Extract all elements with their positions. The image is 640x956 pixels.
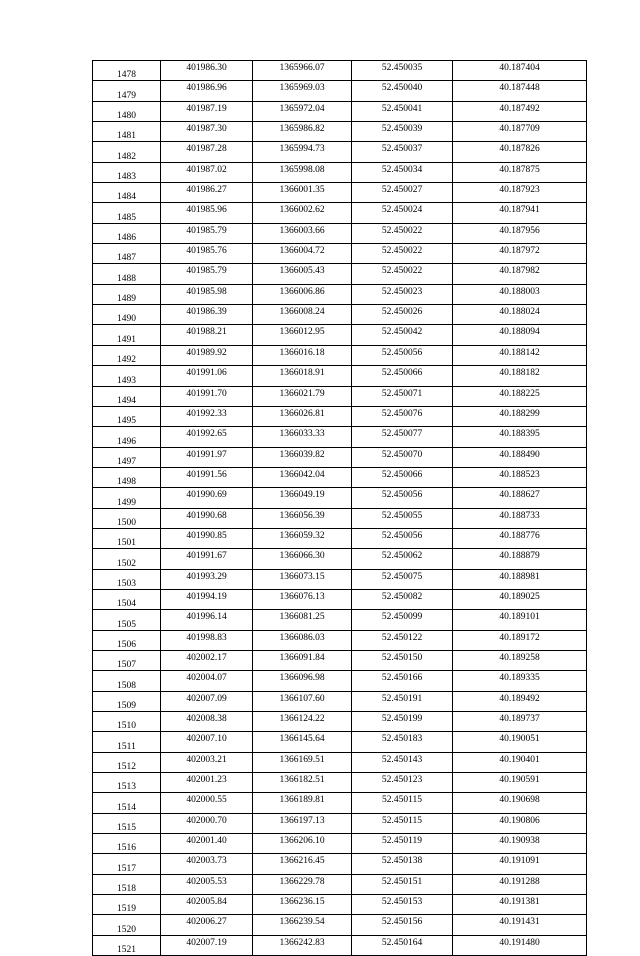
longitude-cell: 40.187492 bbox=[453, 101, 587, 121]
latitude-cell: 52.450056 bbox=[352, 488, 453, 508]
point-number-cell: 1488 bbox=[93, 264, 161, 284]
y-coordinate-cell: 1366005.43 bbox=[253, 264, 352, 284]
y-coordinate-cell: 1366059.32 bbox=[253, 528, 352, 548]
x-coordinate-cell: 401992.65 bbox=[161, 427, 253, 447]
longitude-cell: 40.189492 bbox=[453, 691, 587, 711]
point-number-cell: 1516 bbox=[93, 834, 161, 854]
longitude-cell: 40.190591 bbox=[453, 773, 587, 793]
y-coordinate-cell: 1366073.15 bbox=[253, 569, 352, 589]
y-coordinate-cell: 1365998.08 bbox=[253, 162, 352, 182]
y-coordinate-cell: 1366081.25 bbox=[253, 610, 352, 630]
x-coordinate-cell: 402003.73 bbox=[161, 854, 253, 874]
point-number-cell: 1484 bbox=[93, 183, 161, 203]
y-coordinate-cell: 1366206.10 bbox=[253, 834, 352, 854]
x-coordinate-cell: 401986.39 bbox=[161, 305, 253, 325]
longitude-cell: 40.187826 bbox=[453, 142, 587, 162]
point-number-cell: 1515 bbox=[93, 813, 161, 833]
latitude-cell: 52.450022 bbox=[352, 223, 453, 243]
x-coordinate-cell: 402004.07 bbox=[161, 671, 253, 691]
longitude-cell: 40.190938 bbox=[453, 834, 587, 854]
x-coordinate-cell: 401998.83 bbox=[161, 630, 253, 650]
longitude-cell: 40.191431 bbox=[453, 915, 587, 935]
point-number-cell: 1495 bbox=[93, 406, 161, 426]
table-row bbox=[93, 325, 587, 345]
x-coordinate-cell: 401991.67 bbox=[161, 549, 253, 569]
x-coordinate-cell: 402007.09 bbox=[161, 691, 253, 711]
latitude-cell: 52.450183 bbox=[352, 732, 453, 752]
table-row bbox=[93, 650, 587, 670]
latitude-cell: 52.450035 bbox=[352, 61, 453, 81]
point-number-cell: 1518 bbox=[93, 874, 161, 894]
x-coordinate-cell: 401986.27 bbox=[161, 183, 253, 203]
longitude-cell: 40.191480 bbox=[453, 935, 587, 955]
latitude-cell: 52.450041 bbox=[352, 101, 453, 121]
table-row bbox=[93, 691, 587, 711]
latitude-cell: 52.450115 bbox=[352, 793, 453, 813]
latitude-cell: 52.450023 bbox=[352, 284, 453, 304]
latitude-cell: 52.450191 bbox=[352, 691, 453, 711]
table-row bbox=[93, 122, 587, 142]
y-coordinate-cell: 1366049.19 bbox=[253, 488, 352, 508]
point-number-cell: 1493 bbox=[93, 366, 161, 386]
latitude-cell: 52.450027 bbox=[352, 183, 453, 203]
point-number-cell: 1507 bbox=[93, 650, 161, 670]
table-row bbox=[93, 569, 587, 589]
y-coordinate-cell: 1366124.22 bbox=[253, 712, 352, 732]
table-row bbox=[93, 183, 587, 203]
point-number-cell: 1521 bbox=[93, 935, 161, 955]
point-number-cell: 1487 bbox=[93, 244, 161, 264]
longitude-cell: 40.187923 bbox=[453, 183, 587, 203]
x-coordinate-cell: 401986.30 bbox=[161, 61, 253, 81]
point-number-cell: 1510 bbox=[93, 712, 161, 732]
point-number-cell: 1485 bbox=[93, 203, 161, 223]
table-row bbox=[93, 813, 587, 833]
point-number-cell: 1502 bbox=[93, 549, 161, 569]
latitude-cell: 52.450066 bbox=[352, 467, 453, 487]
table-row bbox=[93, 142, 587, 162]
x-coordinate-cell: 402005.84 bbox=[161, 895, 253, 915]
x-coordinate-cell: 401987.30 bbox=[161, 122, 253, 142]
point-number-cell: 1498 bbox=[93, 467, 161, 487]
point-number-cell: 1496 bbox=[93, 427, 161, 447]
table-row bbox=[93, 162, 587, 182]
x-coordinate-cell: 402007.10 bbox=[161, 732, 253, 752]
point-number-cell: 1513 bbox=[93, 773, 161, 793]
longitude-cell: 40.187956 bbox=[453, 223, 587, 243]
table-row bbox=[93, 284, 587, 304]
x-coordinate-cell: 401991.56 bbox=[161, 467, 253, 487]
table-row bbox=[93, 732, 587, 752]
point-number-cell: 1497 bbox=[93, 447, 161, 467]
table-row bbox=[93, 915, 587, 935]
longitude-cell: 40.191381 bbox=[453, 895, 587, 915]
latitude-cell: 52.450034 bbox=[352, 162, 453, 182]
y-coordinate-cell: 1365969.03 bbox=[253, 81, 352, 101]
longitude-cell: 40.187982 bbox=[453, 264, 587, 284]
point-number-cell: 1504 bbox=[93, 589, 161, 609]
y-coordinate-cell: 1366216.45 bbox=[253, 854, 352, 874]
point-number-cell: 1519 bbox=[93, 895, 161, 915]
y-coordinate-cell: 1366003.66 bbox=[253, 223, 352, 243]
point-number-cell: 1489 bbox=[93, 284, 161, 304]
x-coordinate-cell: 401992.33 bbox=[161, 406, 253, 426]
y-coordinate-cell: 1366021.79 bbox=[253, 386, 352, 406]
latitude-cell: 52.450022 bbox=[352, 264, 453, 284]
y-coordinate-cell: 1366001.35 bbox=[253, 183, 352, 203]
x-coordinate-cell: 401987.19 bbox=[161, 101, 253, 121]
x-coordinate-cell: 402008.38 bbox=[161, 712, 253, 732]
x-coordinate-cell: 401990.85 bbox=[161, 528, 253, 548]
point-number-cell: 1486 bbox=[93, 223, 161, 243]
x-coordinate-cell: 401990.68 bbox=[161, 508, 253, 528]
table-row bbox=[93, 427, 587, 447]
table-row bbox=[93, 854, 587, 874]
latitude-cell: 52.450164 bbox=[352, 935, 453, 955]
longitude-cell: 40.189258 bbox=[453, 650, 587, 670]
x-coordinate-cell: 401989.92 bbox=[161, 345, 253, 365]
x-coordinate-cell: 401985.79 bbox=[161, 223, 253, 243]
latitude-cell: 52.450076 bbox=[352, 406, 453, 426]
longitude-cell: 40.188981 bbox=[453, 569, 587, 589]
point-number-cell: 1506 bbox=[93, 630, 161, 650]
latitude-cell: 52.450099 bbox=[352, 610, 453, 630]
longitude-cell: 40.190051 bbox=[453, 732, 587, 752]
x-coordinate-cell: 401985.98 bbox=[161, 284, 253, 304]
latitude-cell: 52.450070 bbox=[352, 447, 453, 467]
point-number-cell: 1494 bbox=[93, 386, 161, 406]
longitude-cell: 40.191091 bbox=[453, 854, 587, 874]
x-coordinate-cell: 401985.76 bbox=[161, 244, 253, 264]
longitude-cell: 40.188182 bbox=[453, 366, 587, 386]
table-row bbox=[93, 305, 587, 325]
y-coordinate-cell: 1365966.07 bbox=[253, 61, 352, 81]
longitude-cell: 40.188142 bbox=[453, 345, 587, 365]
point-number-cell: 1501 bbox=[93, 528, 161, 548]
point-number-cell: 1482 bbox=[93, 142, 161, 162]
latitude-cell: 52.450166 bbox=[352, 671, 453, 691]
point-number-cell: 1508 bbox=[93, 671, 161, 691]
y-coordinate-cell: 1366016.18 bbox=[253, 345, 352, 365]
table-row bbox=[93, 630, 587, 650]
coordinates-table bbox=[92, 60, 587, 956]
point-number-cell: 1481 bbox=[93, 122, 161, 142]
x-coordinate-cell: 401993.29 bbox=[161, 569, 253, 589]
table-row bbox=[93, 366, 587, 386]
point-number-cell: 1483 bbox=[93, 162, 161, 182]
x-coordinate-cell: 401991.97 bbox=[161, 447, 253, 467]
longitude-cell: 40.188094 bbox=[453, 325, 587, 345]
y-coordinate-cell: 1366189.81 bbox=[253, 793, 352, 813]
x-coordinate-cell: 401985.96 bbox=[161, 203, 253, 223]
table-row bbox=[93, 834, 587, 854]
y-coordinate-cell: 1366008.24 bbox=[253, 305, 352, 325]
y-coordinate-cell: 1366056.39 bbox=[253, 508, 352, 528]
x-coordinate-cell: 402007.19 bbox=[161, 935, 253, 955]
table-row bbox=[93, 528, 587, 548]
latitude-cell: 52.450066 bbox=[352, 366, 453, 386]
table-row bbox=[93, 508, 587, 528]
latitude-cell: 52.450026 bbox=[352, 305, 453, 325]
table-row bbox=[93, 203, 587, 223]
longitude-cell: 40.187972 bbox=[453, 244, 587, 264]
x-coordinate-cell: 401986.96 bbox=[161, 81, 253, 101]
longitude-cell: 40.187404 bbox=[453, 61, 587, 81]
longitude-cell: 40.187448 bbox=[453, 81, 587, 101]
y-coordinate-cell: 1366066.30 bbox=[253, 549, 352, 569]
latitude-cell: 52.450119 bbox=[352, 834, 453, 854]
point-number-cell: 1491 bbox=[93, 325, 161, 345]
x-coordinate-cell: 401991.70 bbox=[161, 386, 253, 406]
x-coordinate-cell: 401991.06 bbox=[161, 366, 253, 386]
longitude-cell: 40.190698 bbox=[453, 793, 587, 813]
x-coordinate-cell: 402005.53 bbox=[161, 874, 253, 894]
x-coordinate-cell: 402001.23 bbox=[161, 773, 253, 793]
point-number-cell: 1503 bbox=[93, 569, 161, 589]
longitude-cell: 40.188879 bbox=[453, 549, 587, 569]
point-number-cell: 1490 bbox=[93, 305, 161, 325]
latitude-cell: 52.450122 bbox=[352, 630, 453, 650]
y-coordinate-cell: 1366182.51 bbox=[253, 773, 352, 793]
point-number-cell: 1514 bbox=[93, 793, 161, 813]
table-row bbox=[93, 467, 587, 487]
x-coordinate-cell: 401988.21 bbox=[161, 325, 253, 345]
x-coordinate-cell: 402003.21 bbox=[161, 752, 253, 772]
latitude-cell: 52.450143 bbox=[352, 752, 453, 772]
latitude-cell: 52.450024 bbox=[352, 203, 453, 223]
y-coordinate-cell: 1366006.86 bbox=[253, 284, 352, 304]
table-row bbox=[93, 81, 587, 101]
y-coordinate-cell: 1365972.04 bbox=[253, 101, 352, 121]
y-coordinate-cell: 1366018.91 bbox=[253, 366, 352, 386]
table-row bbox=[93, 386, 587, 406]
table-row bbox=[93, 874, 587, 894]
point-number-cell: 1512 bbox=[93, 752, 161, 772]
latitude-cell: 52.450123 bbox=[352, 773, 453, 793]
longitude-cell: 40.187709 bbox=[453, 122, 587, 142]
longitude-cell: 40.188490 bbox=[453, 447, 587, 467]
latitude-cell: 52.450071 bbox=[352, 386, 453, 406]
latitude-cell: 52.450022 bbox=[352, 244, 453, 264]
longitude-cell: 40.188395 bbox=[453, 427, 587, 447]
point-number-cell: 1505 bbox=[93, 610, 161, 630]
y-coordinate-cell: 1366236.15 bbox=[253, 895, 352, 915]
longitude-cell: 40.188024 bbox=[453, 305, 587, 325]
table-row bbox=[93, 264, 587, 284]
y-coordinate-cell: 1365994.73 bbox=[253, 142, 352, 162]
longitude-cell: 40.189101 bbox=[453, 610, 587, 630]
y-coordinate-cell: 1366239.54 bbox=[253, 915, 352, 935]
y-coordinate-cell: 1366107.60 bbox=[253, 691, 352, 711]
point-number-cell: 1509 bbox=[93, 691, 161, 711]
longitude-cell: 40.188225 bbox=[453, 386, 587, 406]
latitude-cell: 52.450042 bbox=[352, 325, 453, 345]
y-coordinate-cell: 1366002.62 bbox=[253, 203, 352, 223]
latitude-cell: 52.450055 bbox=[352, 508, 453, 528]
latitude-cell: 52.450037 bbox=[352, 142, 453, 162]
table-row bbox=[93, 345, 587, 365]
latitude-cell: 52.450138 bbox=[352, 854, 453, 874]
longitude-cell: 40.189172 bbox=[453, 630, 587, 650]
longitude-cell: 40.188523 bbox=[453, 467, 587, 487]
y-coordinate-cell: 1366039.82 bbox=[253, 447, 352, 467]
y-coordinate-cell: 1366169.51 bbox=[253, 752, 352, 772]
x-coordinate-cell: 402006.27 bbox=[161, 915, 253, 935]
point-number-cell: 1499 bbox=[93, 488, 161, 508]
y-coordinate-cell: 1366033.33 bbox=[253, 427, 352, 447]
point-number-cell: 1520 bbox=[93, 915, 161, 935]
latitude-cell: 52.450075 bbox=[352, 569, 453, 589]
point-number-cell: 1480 bbox=[93, 101, 161, 121]
longitude-cell: 40.187941 bbox=[453, 203, 587, 223]
point-number-cell: 1517 bbox=[93, 854, 161, 874]
x-coordinate-cell: 401994.19 bbox=[161, 589, 253, 609]
longitude-cell: 40.188627 bbox=[453, 488, 587, 508]
x-coordinate-cell: 402002.17 bbox=[161, 650, 253, 670]
x-coordinate-cell: 402001.40 bbox=[161, 834, 253, 854]
latitude-cell: 52.450077 bbox=[352, 427, 453, 447]
y-coordinate-cell: 1366086.03 bbox=[253, 630, 352, 650]
table-row bbox=[93, 488, 587, 508]
table-row bbox=[93, 671, 587, 691]
x-coordinate-cell: 401990.69 bbox=[161, 488, 253, 508]
table-row bbox=[93, 589, 587, 609]
table-row bbox=[93, 773, 587, 793]
longitude-cell: 40.187875 bbox=[453, 162, 587, 182]
longitude-cell: 40.191288 bbox=[453, 874, 587, 894]
table-row bbox=[93, 447, 587, 467]
point-number-cell: 1500 bbox=[93, 508, 161, 528]
latitude-cell: 52.450150 bbox=[352, 650, 453, 670]
table-row bbox=[93, 752, 587, 772]
longitude-cell: 40.188776 bbox=[453, 528, 587, 548]
table-row bbox=[93, 223, 587, 243]
coordinates-table-body bbox=[93, 61, 587, 956]
table-row bbox=[93, 244, 587, 264]
point-number-cell: 1478 bbox=[93, 61, 161, 81]
latitude-cell: 52.450062 bbox=[352, 549, 453, 569]
x-coordinate-cell: 401987.02 bbox=[161, 162, 253, 182]
x-coordinate-cell: 401996.14 bbox=[161, 610, 253, 630]
y-coordinate-cell: 1366242.83 bbox=[253, 935, 352, 955]
x-coordinate-cell: 402000.70 bbox=[161, 813, 253, 833]
latitude-cell: 52.450153 bbox=[352, 895, 453, 915]
point-number-cell: 1479 bbox=[93, 81, 161, 101]
table-row bbox=[93, 101, 587, 121]
x-coordinate-cell: 401987.28 bbox=[161, 142, 253, 162]
table-row bbox=[93, 610, 587, 630]
y-coordinate-cell: 1366042.04 bbox=[253, 467, 352, 487]
latitude-cell: 52.450199 bbox=[352, 712, 453, 732]
longitude-cell: 40.190806 bbox=[453, 813, 587, 833]
table-row bbox=[93, 793, 587, 813]
y-coordinate-cell: 1366091.84 bbox=[253, 650, 352, 670]
latitude-cell: 52.450039 bbox=[352, 122, 453, 142]
y-coordinate-cell: 1366004.72 bbox=[253, 244, 352, 264]
longitude-cell: 40.189335 bbox=[453, 671, 587, 691]
table-row bbox=[93, 406, 587, 426]
y-coordinate-cell: 1366076.13 bbox=[253, 589, 352, 609]
table-row bbox=[93, 549, 587, 569]
point-number-cell: 1492 bbox=[93, 345, 161, 365]
x-coordinate-cell: 401985.79 bbox=[161, 264, 253, 284]
y-coordinate-cell: 1366197.13 bbox=[253, 813, 352, 833]
longitude-cell: 40.189737 bbox=[453, 712, 587, 732]
longitude-cell: 40.188299 bbox=[453, 406, 587, 426]
x-coordinate-cell: 402000.55 bbox=[161, 793, 253, 813]
longitude-cell: 40.189025 bbox=[453, 589, 587, 609]
latitude-cell: 52.450082 bbox=[352, 589, 453, 609]
y-coordinate-cell: 1366012.95 bbox=[253, 325, 352, 345]
y-coordinate-cell: 1365986.82 bbox=[253, 122, 352, 142]
y-coordinate-cell: 1366229.78 bbox=[253, 874, 352, 894]
y-coordinate-cell: 1366145.64 bbox=[253, 732, 352, 752]
longitude-cell: 40.188733 bbox=[453, 508, 587, 528]
latitude-cell: 52.450040 bbox=[352, 81, 453, 101]
table-row bbox=[93, 712, 587, 732]
latitude-cell: 52.450151 bbox=[352, 874, 453, 894]
latitude-cell: 52.450056 bbox=[352, 528, 453, 548]
latitude-cell: 52.450156 bbox=[352, 915, 453, 935]
latitude-cell: 52.450115 bbox=[352, 813, 453, 833]
latitude-cell: 52.450056 bbox=[352, 345, 453, 365]
longitude-cell: 40.188003 bbox=[453, 284, 587, 304]
table-row bbox=[93, 61, 587, 81]
point-number-cell: 1511 bbox=[93, 732, 161, 752]
y-coordinate-cell: 1366026.81 bbox=[253, 406, 352, 426]
y-coordinate-cell: 1366096.98 bbox=[253, 671, 352, 691]
table-row bbox=[93, 935, 587, 955]
longitude-cell: 40.190401 bbox=[453, 752, 587, 772]
